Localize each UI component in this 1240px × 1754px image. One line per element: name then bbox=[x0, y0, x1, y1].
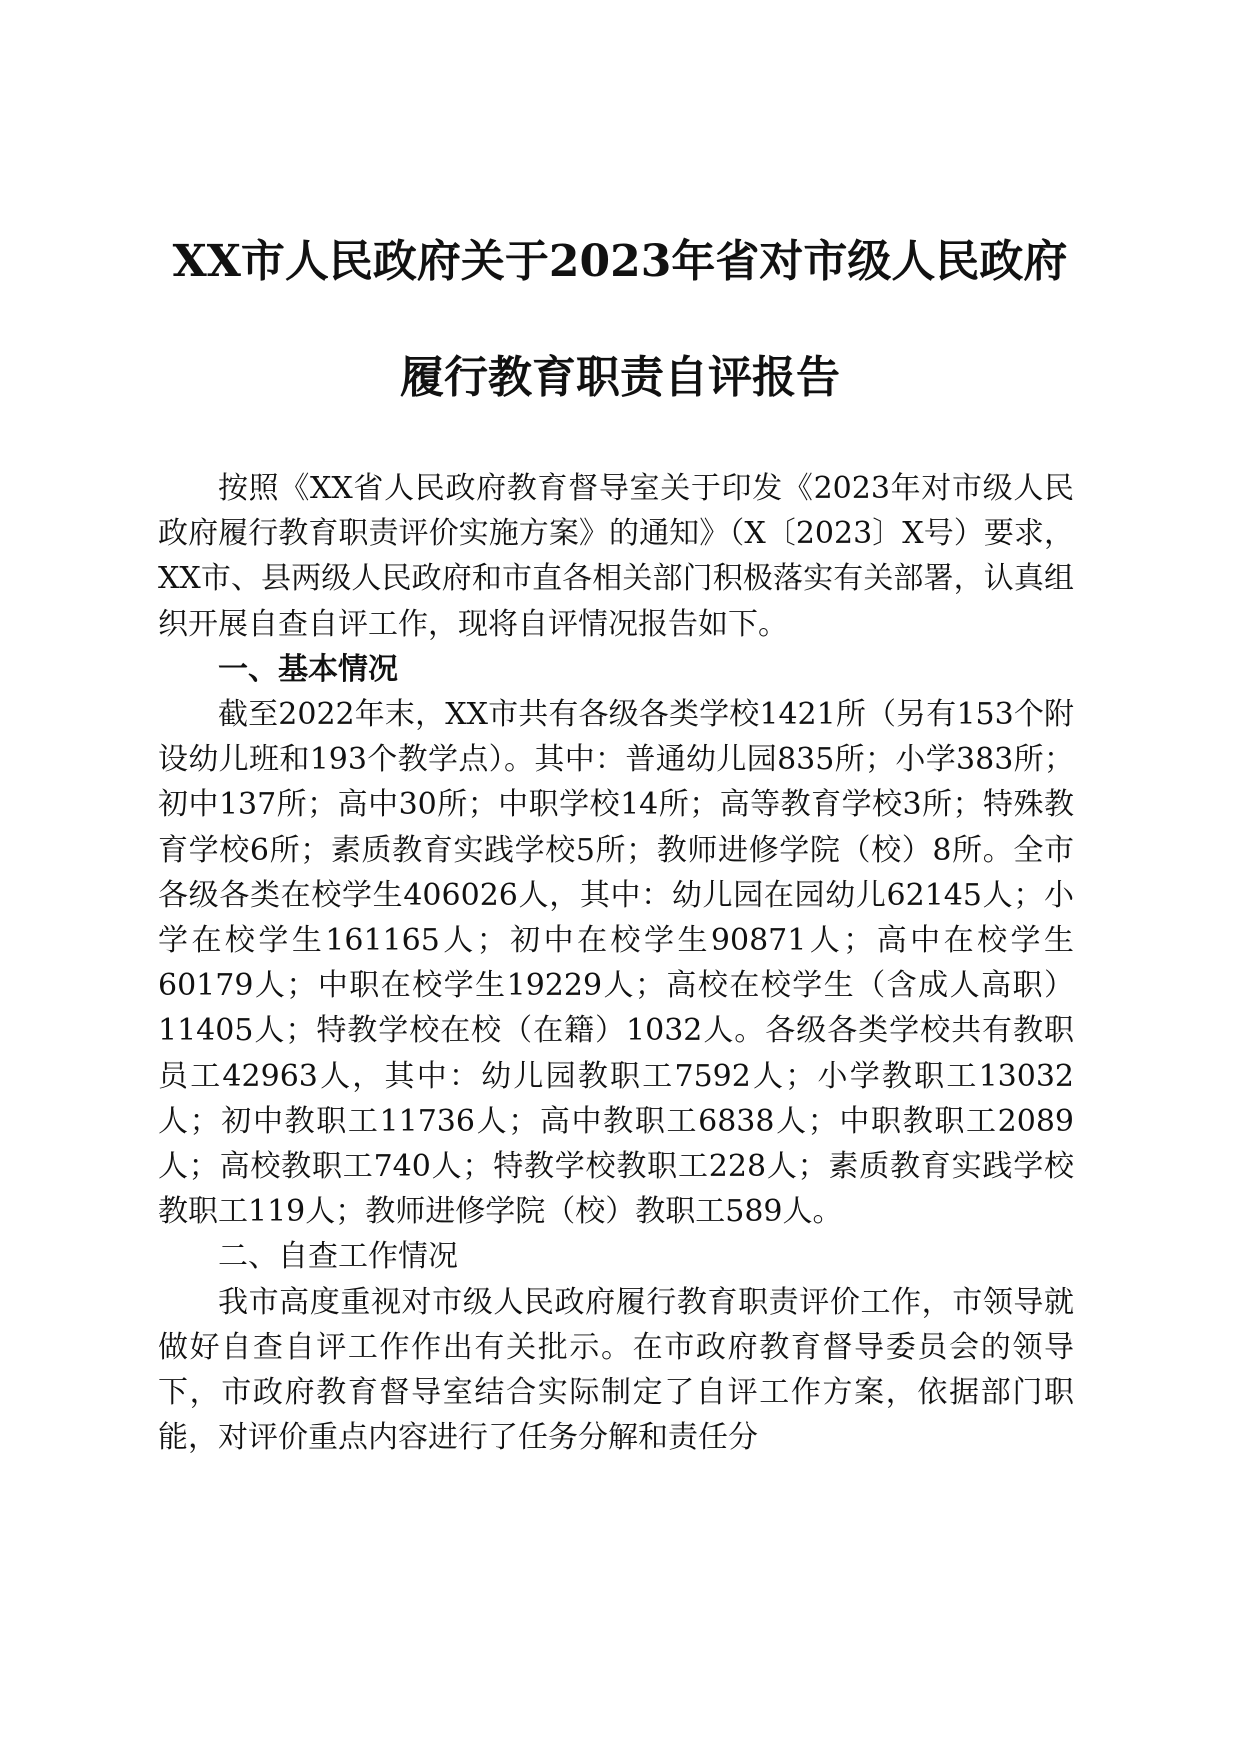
document-title-line-2: 履行教育职责自评报告 bbox=[400, 352, 840, 403]
self-inspection-paragraph: 我市高度重视对市级人民政府履行教育职责评价工作，市领导就做好自查自评工作作出有关批示。在市政府教育督导委员会的领导下，市政府教育督导室结合实际制定了自评工作方案，依据部门职能，对评价重点内容进行了任务分解和责任分 bbox=[158, 1284, 1074, 1456]
document-title-line-1: XX市人民政府关于2023年省对市级人民政府 bbox=[172, 236, 1068, 287]
basic-situation-paragraph: 截至2022年末，XX市共有各级各类学校1421所（另有153个附设幼儿班和193个教学点）。其中：普通幼儿园835所；小学383所；初中137所；高中30所；中职学校14所；高等教育学校3所；特殊教育学校6所；素质教育实践学校5所；教师进修学院（校）8所。全市各级各类在校学生406026人，其中：幼儿园在园幼儿62145人；小学在校学生161165人；初中在校学生90871人；高中在校学生60179人；中职在校学生19229人；高校在校学生（含成人高职）11405人；特教学校在校（在籍）1032人。各级各类学校共有教职员工42963人，其中：幼儿园教职工7592人；小学教职工13032人；初中教职工11736人；高中教职工6838人；中职教职工2089人；高校教职工740人；特教学校教职工228人；素质教育实践学校教职工119人；教师进修学院（校）教职工589人。 bbox=[158, 697, 1074, 1230]
section-heading-self-inspection: 二、自查工作情况 bbox=[218, 1239, 458, 1275]
document-body bbox=[158, 466, 1074, 1460]
section-heading-basic-situation: 一、基本情况 bbox=[218, 651, 398, 687]
intro-paragraph: 按照《XX省人民政府教育督导室关于印发《2023年对市级人民政府履行教育职责评价实施方案》的通知》（X〔2023〕X号）要求，XX市、县两级人民政府和市直各相关部门积极落实有关部署，认真组织开展自查自评工作，现将自评情况报告如下。 bbox=[158, 471, 1074, 642]
